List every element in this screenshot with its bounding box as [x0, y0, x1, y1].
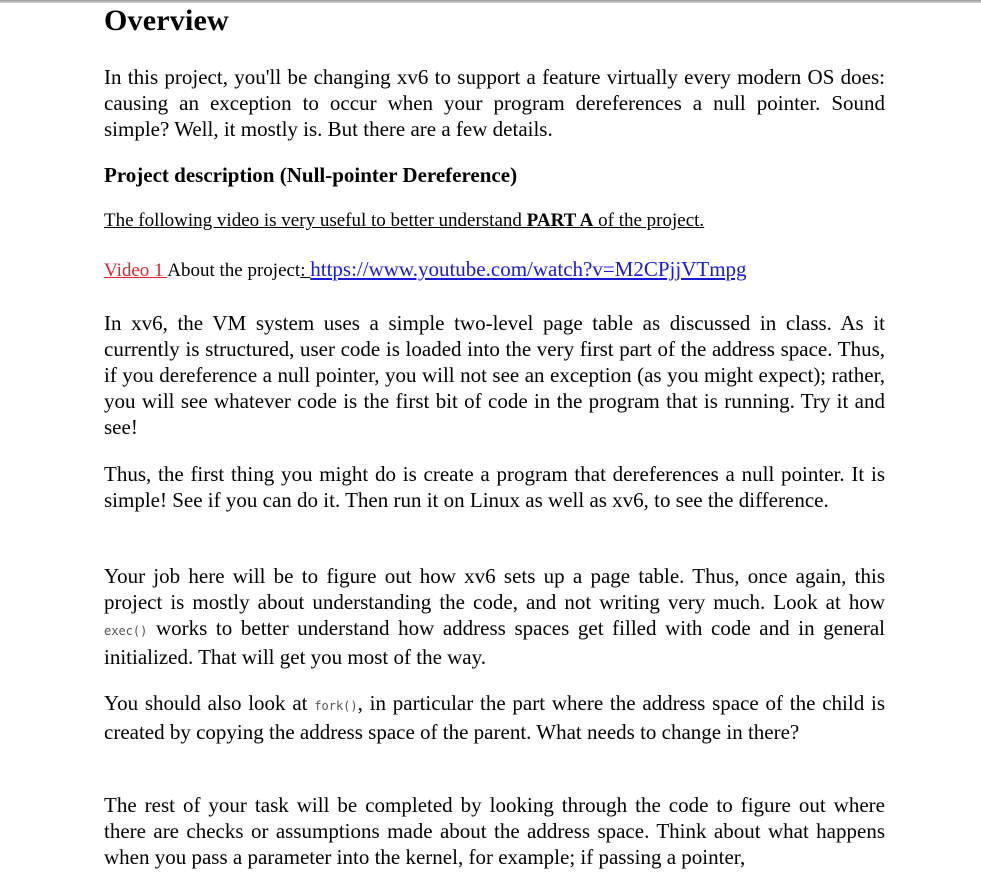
paragraph-fork — [104, 690, 885, 745]
exec-code: exec() — [104, 624, 148, 638]
video-about-text: About the project — [167, 260, 301, 281]
top-border — [0, 0, 981, 3]
page-title: Overview — [104, 4, 229, 37]
video-note-post: of the project. — [593, 210, 705, 231]
paragraph-rest-of-task: The rest of your task will be completed by looking through the code to figure out where there are checks or assumptions made about the address space. Think about what happens when you pass a parameter into the kernel, for example; if passing a pointer, — [104, 793, 885, 869]
video-colon: : — [300, 260, 311, 281]
paragraph-vm-system: In xv6, the VM system uses a simple two-level page table as discussed in class. As it currently is structured, user code is loaded into the very first part of the address space. Thus, if you dereference a null pointer, you will not see an exception (as you might expect); rather, you will see whatever code is the first bit of code in the program that is running. Try it and see! — [104, 311, 885, 439]
video-note-pre: The following video is very useful to better understand — [104, 210, 527, 231]
video-note-bold: PART A — [526, 210, 594, 231]
paragraph-your-job-pre: Your job here will be to figure out how xv6 sets up a page table. Thus, once again, this project is mostly about understanding the code, and not writing very much. Look at how — [104, 564, 885, 614]
video-1-link[interactable]: Video 1 — [104, 260, 168, 281]
video-note — [104, 210, 704, 232]
video-link-line — [104, 257, 747, 282]
paragraph-your-job — [104, 563, 885, 670]
section-title: Project description (Null-pointer Dereference) — [104, 163, 518, 187]
paragraph-fork-post: , in particular the part where the address space of the child is created by copying the address space of the parent. What needs to change in there? — [104, 691, 886, 744]
paragraph-first-thing: Thus, the first thing you might do is create a program that dereferences a null pointer. It is simple! See if you can do it. Then run it on Linux as well as xv6, to see the difference. — [104, 462, 885, 512]
paragraph-your-job-post: works to better understand how address spaces get filled with code and in general initialized. That will get you most of the way. — [104, 616, 885, 669]
paragraph-fork-pre: You should also look at — [104, 691, 315, 715]
fork-code: fork() — [314, 699, 358, 713]
youtube-url-link[interactable]: https://www.youtube.com/watch?v=M2CPjjVTmpg — [310, 257, 747, 281]
intro-paragraph: In this project, you'll be changing xv6 to support a feature virtually every modern OS does: causing an exception to occur when your program dereferences a null pointer. Sound simple? Well, it mostly is. But there are a few details. — [104, 65, 885, 141]
